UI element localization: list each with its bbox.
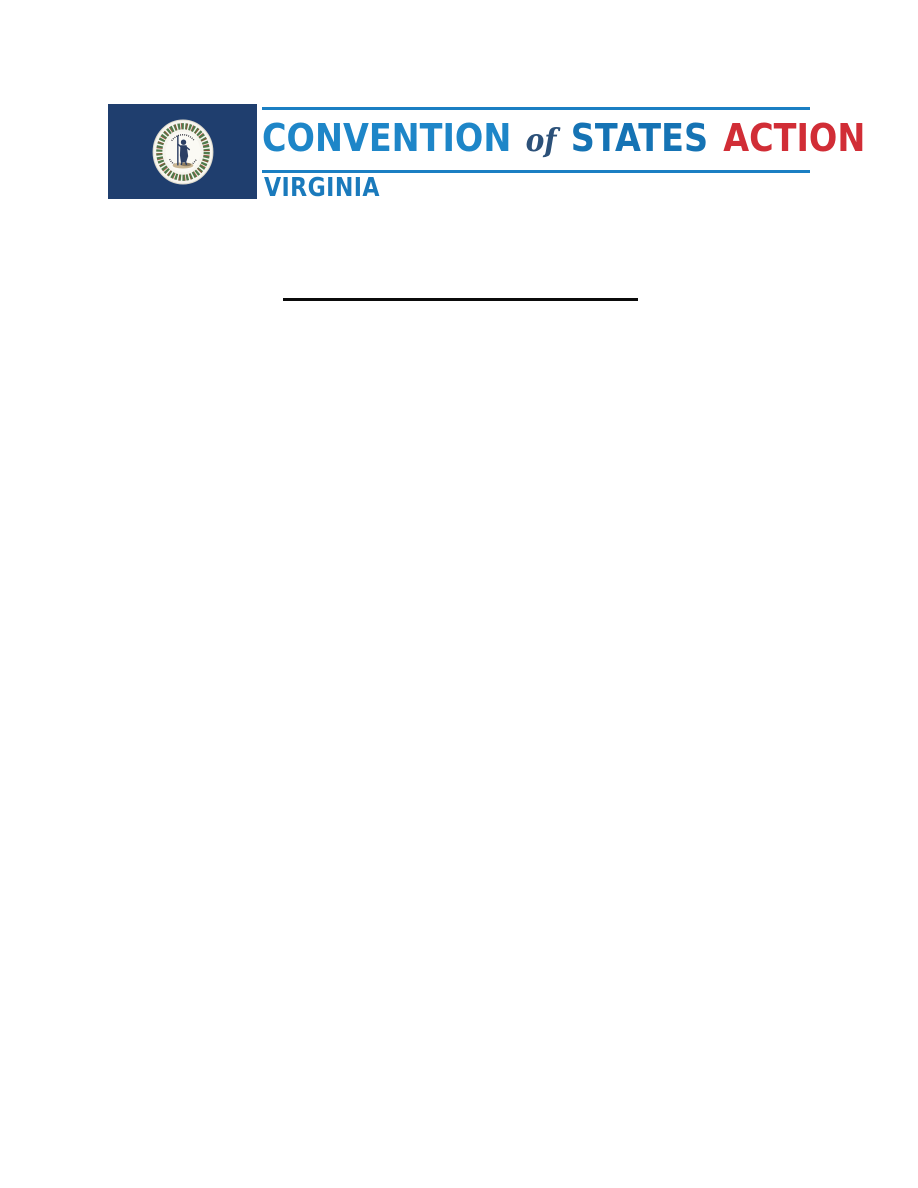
brand-region-label: VIRGINIA	[264, 173, 380, 203]
brand-rule-top	[262, 107, 810, 110]
title-underline	[283, 298, 638, 301]
virginia-state-seal	[152, 119, 214, 185]
brand-word-of: of	[525, 121, 557, 159]
letterhead	[108, 104, 866, 203]
brand-word-convention: CONVENTION	[262, 116, 512, 160]
virginia-flag	[108, 104, 257, 199]
brand-word-action: ACTION	[723, 116, 866, 160]
brand-title	[262, 116, 866, 160]
brand-block	[260, 104, 866, 203]
brand-word-states: STATES	[570, 116, 709, 160]
